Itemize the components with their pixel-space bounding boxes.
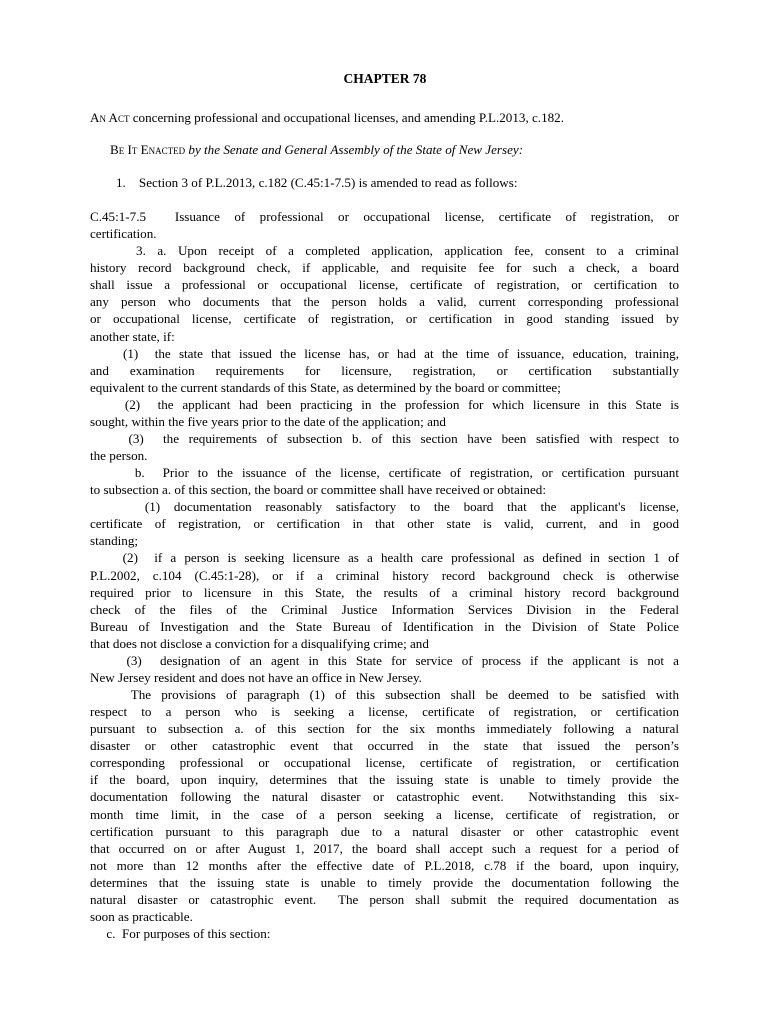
body-line: check of the files of the Criminal Justice Information Services Division in the Federal — [90, 601, 679, 617]
body-line: 3. a. Upon receipt of a completed application, application fee, consent to a criminal — [90, 243, 679, 259]
body-line: certification. — [90, 226, 157, 242]
body-line: soon as practicable. — [90, 908, 193, 924]
body-line: that occurred on or after August 1, 2017, the board shall accept such a request for a period of — [90, 840, 679, 856]
body-line: pursuant to subsection a. of this section for the six months immediately following a natural — [90, 721, 679, 737]
body-line: (1) the state that issued the license has, or had at the time of issuance, education, training, — [90, 345, 679, 361]
body-line: to subsection a. of this section, the board or committee shall have received or obtained: — [90, 482, 546, 498]
body-line: shall issue a professional or occupational license, certificate of registration, or certification to — [90, 277, 679, 293]
body-line: New Jersey resident and does not have an office in New Jersey. — [90, 669, 422, 685]
body-line: P.L.2002, c.104 (C.45:1-28), or if a criminal history record background check is otherwise — [90, 567, 679, 583]
body-line: not more than 12 months after the effective date of P.L.2018, c.78 if the board, upon inquiry, — [90, 857, 679, 873]
section-intro: 1. Section 3 of P.L.2013, c.182 (C.45:1-7.5) is amended to read as follows: — [116, 175, 518, 190]
body-line: Bureau of Investigation and the State Bureau of Identification in the Division of State Police — [90, 618, 679, 634]
body-line: disaster or other catastrophic event that occurred in the state that issued the person’s — [90, 738, 679, 754]
enact-text: by the Senate and General Assembly of the State of New Jersey: — [185, 142, 524, 157]
body-line: equivalent to the current standards of this State, as determined by the board or committee; — [90, 379, 561, 395]
body-line: determines that the issuing state is unable to timely provide the documentation following the — [90, 874, 679, 890]
enact-prefix: Be It Enacted — [110, 142, 186, 157]
body-line: documentation following the natural disaster or catastrophic event. Notwithstanding this six- — [90, 789, 679, 805]
act-text: concerning professional and occupational licenses, and amending P.L.2013, c.182. — [129, 110, 564, 125]
body-line: if the board, upon inquiry, determines that the issuing state is unable to timely provide the — [90, 772, 679, 788]
body-line: (3) the requirements of subsection b. of this section have been satisfied with respect to — [90, 430, 679, 446]
body-line: or occupational license, certificate of registration, or certification in good standing issued by — [90, 311, 679, 327]
body-line: history record background check, if applicable, and requisite fee for such a check, a board — [90, 260, 679, 276]
body-line: corresponding professional or occupational license, certificate of registration, or certification — [90, 755, 679, 771]
body-line: required prior to licensure in this State, the results of a criminal history record background — [90, 584, 679, 600]
enacting-clause — [110, 141, 699, 158]
body-line: certificate of registration, or certification in that other state is valid, current, and in good — [90, 516, 679, 532]
body-line: C.45:1-7.5 Issuance of professional or occupational license, certificate of registration, or — [90, 209, 679, 224]
body-line: that does not disclose a conviction for a disqualifying crime; and — [90, 635, 429, 651]
body-line: standing; — [90, 533, 139, 549]
body-line: b. Prior to the issuance of the license, certificate of registration, or certification pursuant — [90, 465, 679, 481]
act-prefix: An Act — [90, 110, 130, 125]
body-line: sought, within the five years prior to the date of the application; and — [90, 413, 446, 429]
body-line: natural disaster or catastrophic event. The person shall submit the required documentation as — [90, 891, 679, 907]
body-line: (2) the applicant had been practicing in the profession for which licensure in this State is — [90, 396, 679, 412]
chapter-title: CHAPTER 78 — [343, 71, 427, 86]
body-line: The provisions of paragraph (1) of this subsection shall be deemed to be satisfied with — [90, 687, 679, 702]
body-line: certification pursuant to this paragraph due to a natural disaster or other catastrophic event — [90, 823, 679, 839]
act-title — [90, 109, 679, 126]
body-line: respect to a person who is seeking a license, certificate of registration, or certification — [90, 704, 679, 719]
body-line: (2) if a person is seeking licensure as a health care professional as defined in section 1 of — [90, 550, 679, 566]
body-line: c. For purposes of this section: — [90, 925, 271, 941]
body-line: another state, if: — [90, 328, 175, 344]
body-line: (1) documentation reasonably satisfactory to the board that the applicant's license, — [90, 499, 679, 515]
body-line: month time limit, in the case of a person seeking a license, certificate of registration, or — [90, 806, 679, 822]
body-line: and examination requirements for licensure, registration, or certification substantially — [90, 362, 679, 378]
body-line: any person who documents that the person holds a valid, current corresponding professional — [90, 294, 679, 310]
body-line: (3) designation of an agent in this State for service of process if the applicant is not a — [90, 652, 679, 668]
body-line: the person. — [90, 448, 148, 463]
